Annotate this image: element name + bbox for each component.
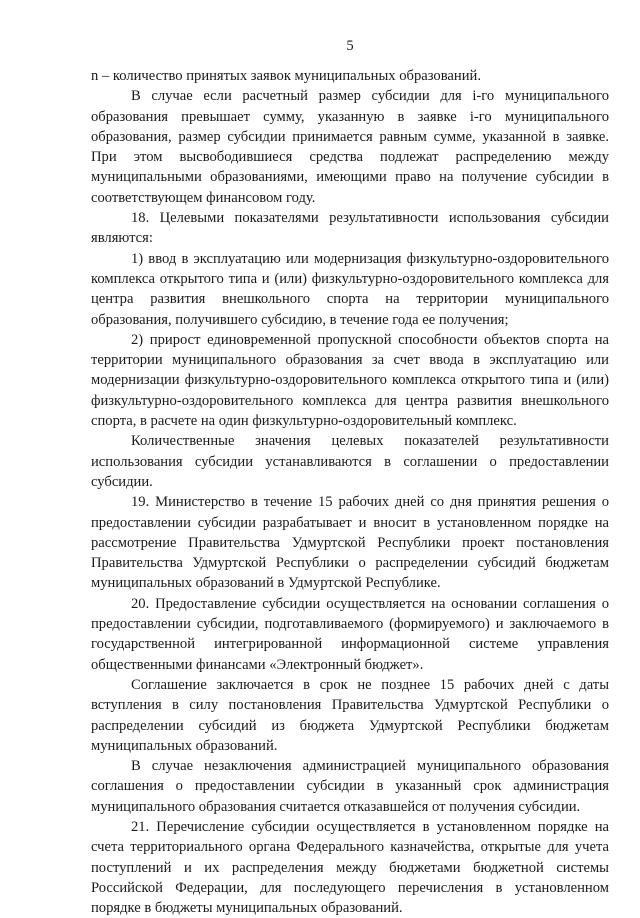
document-page: [91, 36, 609, 918]
paragraph-non-conclusion: В случае незаключения администрацией муниципального образования соглашения о предоставлении субсидии в указанный срок администрация муниципального образования считается отказавшейся от получения субсидии.: [91, 758, 609, 815]
paragraph-19: 19. Министерство в течение 15 рабочих дней со дня принятия решения о предоставлении субсидии разрабатывает и вносит в установленном порядке на рассмотрение Правительства Удмуртской Республики проект постановления Правительства Удмуртской Республики о распределении субсидий бюджетам муниципальных образований в Удмуртской Республике.: [91, 494, 609, 592]
paragraph-20: 20. Предоставление субсидии осуществляется на основании соглашения о предоставлении субсидии, подготавливаемого (формируемого) и заключаемого в государственной интегрированной информационной системе управления общественными финансами «Электронный бюджет».: [91, 595, 609, 673]
paragraph-agreement-deadline: Соглашение заключается в срок не позднее 15 рабочих дней с даты вступления в силу постановления Правительства Удмуртской Республики о распределении субсидий из бюджета Удмуртской Республики бюджетам муниципальных образований.: [91, 676, 609, 754]
paragraph-subsidy-cap: В случае если расчетный размер субсидии для i-го муниципального образования превышает сумму, указанную в заявке i-го муниципального образования, размер субсидии принимается равным сумме, указанной в заявке. При этом высвободившиеся средства подлежат распределению между муниципальными образованиями, имеющими право на получение субсидии в соответствующем финансовом году.: [91, 88, 609, 206]
paragraph-n-definition: n – количество принятых заявок муниципальных образований.: [91, 68, 481, 84]
page-number: 5: [346, 38, 354, 54]
paragraph-18-intro: 18. Целевыми показателями результативности использования субсидии являются:: [91, 210, 609, 247]
paragraph-target-values: Количественные значения целевых показателей результативности использования субсидии устанавливаются в соглашении о предоставлении субсидии.: [91, 433, 609, 490]
paragraph-18-item-2: 2) прирост единовременной пропускной способности объектов спорта на территории муниципального образования за счет ввода в эксплуатацию или модернизации физкультурно-оздоровительного комплекса открытого типа и (или) физкультурно-оздоровительного комплекса для центра развития внешкольного спорта, в расчете на один физкультурно-оздоровительный комплекс.: [91, 331, 609, 430]
paragraph-21: 21. Перечисление субсидии осуществляется в установленном порядке на счета территориального органа Федерального казначейства, открытые для учета поступлений и их распределения между бюджетами бюджетной системы Российской Федерации, для последующего перечисления в установленном порядке в бюджеты муниципальных образований.: [91, 818, 609, 917]
paragraph-18-item-1: 1) ввод в эксплуатацию или модернизация физкультурно-оздоровительного комплекса открытого типа и (или) физкультурно-оздоровительного комплекса для центра развития внешкольного спорта на территории муниципального образования, получившего субсидию, в течение года ее получения;: [91, 250, 609, 328]
